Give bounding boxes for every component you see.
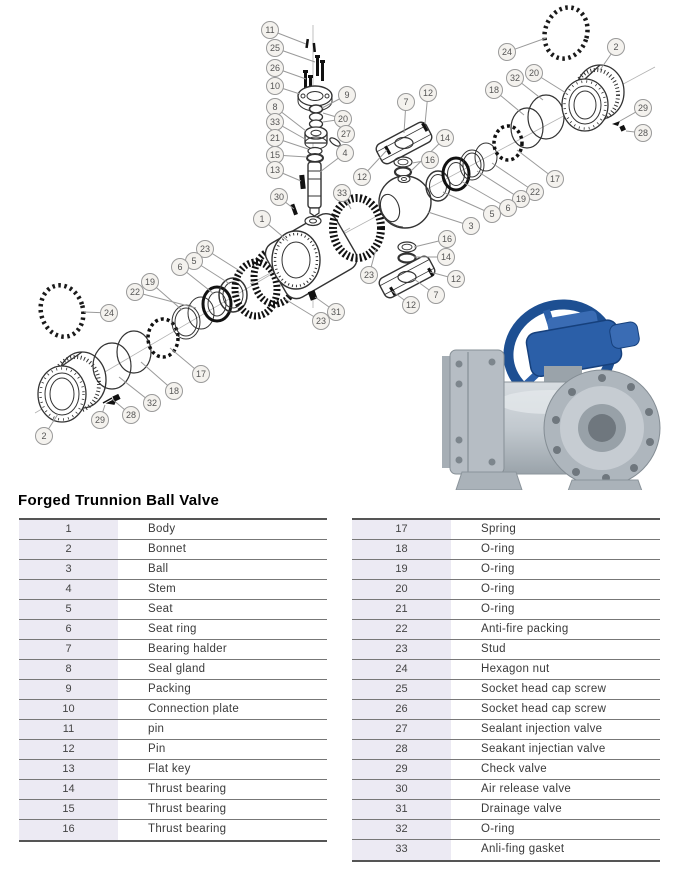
callout-label: 17 xyxy=(195,369,207,380)
table-row xyxy=(19,780,327,800)
callout-label: 6 xyxy=(177,262,183,273)
part-number: 24 xyxy=(352,660,451,679)
table-row xyxy=(19,680,327,700)
table-row xyxy=(19,760,327,780)
callout-label: 7 xyxy=(403,97,409,108)
part-ball-3 xyxy=(377,176,431,229)
part-number: 3 xyxy=(19,560,118,579)
callout-label: 6 xyxy=(505,203,511,214)
table-row xyxy=(19,800,327,820)
callout-label: 24 xyxy=(501,47,513,58)
table-row xyxy=(352,800,660,820)
callout-label: 25 xyxy=(269,43,281,54)
valve-photo xyxy=(442,291,660,490)
callout-label: 3 xyxy=(468,221,474,232)
part-name: O-ring xyxy=(451,540,660,559)
part-body-1 xyxy=(261,204,361,303)
left-foot xyxy=(456,472,522,490)
callout-label: 15 xyxy=(269,150,281,161)
part-name: Socket head cap screw xyxy=(451,680,660,699)
part-number: 12 xyxy=(19,740,118,759)
callout-label: 5 xyxy=(191,256,197,267)
table-row xyxy=(352,840,660,860)
table-row xyxy=(352,740,660,760)
callout-label: 29 xyxy=(94,415,106,426)
part-name: Connection plate xyxy=(118,700,327,719)
callout-label: 33 xyxy=(336,188,348,199)
table-row xyxy=(19,820,327,840)
table-row xyxy=(19,620,327,640)
part-name: Air release valve xyxy=(451,780,660,799)
part-number: 28 xyxy=(352,740,451,759)
callout-label: 23 xyxy=(363,270,375,281)
part-number: 29 xyxy=(352,760,451,779)
table-row xyxy=(19,640,327,660)
part-number: 9 xyxy=(19,680,118,699)
part-name: Thrust bearing xyxy=(118,800,327,819)
part-number: 23 xyxy=(352,640,451,659)
callout-label: 18 xyxy=(168,386,180,397)
part-name: O-ring xyxy=(451,560,660,579)
callout-label: 2 xyxy=(613,42,619,53)
part-name: Seal gland xyxy=(118,660,327,679)
part-flat-key-13 xyxy=(299,175,305,189)
callout-label: 17 xyxy=(549,174,561,185)
table-row xyxy=(19,720,327,740)
part-number: 33 xyxy=(352,840,451,860)
table-row xyxy=(19,740,327,760)
right-flange xyxy=(544,370,660,486)
part-name: Bearing halder xyxy=(118,640,327,659)
part-name: Ball xyxy=(118,560,327,579)
part-name: Packing xyxy=(118,680,327,699)
part-thrust-bearing-15 xyxy=(307,154,323,162)
part-name: pin xyxy=(118,720,327,739)
part-spring-17-right xyxy=(494,126,522,160)
part-name: O-ring xyxy=(451,580,660,599)
callout-label: 4 xyxy=(342,148,348,159)
callout-label: 19 xyxy=(515,194,527,205)
part-number: 22 xyxy=(352,620,451,639)
callout-label: 33 xyxy=(269,117,281,128)
part-number: 5 xyxy=(19,600,118,619)
part-name: Anti-fire packing xyxy=(451,620,660,639)
callout-label: 27 xyxy=(340,129,352,140)
callout-label: 14 xyxy=(439,133,451,144)
callout-label: 13 xyxy=(269,165,281,176)
callout-label: 12 xyxy=(450,274,462,285)
part-number: 16 xyxy=(19,820,118,840)
part-injection-valve-right xyxy=(612,121,626,132)
part-number: 19 xyxy=(352,560,451,579)
callout-label: 30 xyxy=(273,192,285,203)
part-seal-gland-8 xyxy=(305,127,327,149)
callout-label: 14 xyxy=(440,252,452,263)
part-number: 10 xyxy=(19,700,118,719)
right-foot xyxy=(564,480,646,490)
callout-label: 32 xyxy=(146,398,158,409)
table-row xyxy=(19,580,327,600)
callout-label: 9 xyxy=(344,90,350,101)
part-number: 20 xyxy=(352,580,451,599)
callout-label: 12 xyxy=(356,172,368,183)
part-number: 4 xyxy=(19,580,118,599)
part-bonnet-left xyxy=(38,352,106,422)
part-thrust-bearing-16-top xyxy=(394,157,412,167)
part-bonnet-right xyxy=(562,65,624,131)
table-row xyxy=(352,600,660,620)
callout-label: 10 xyxy=(269,81,281,92)
table-row xyxy=(352,760,660,780)
callout-label: 21 xyxy=(269,133,281,144)
part-number: 21 xyxy=(352,600,451,619)
table-row xyxy=(19,560,327,580)
table-row xyxy=(352,620,660,640)
table-row xyxy=(352,560,660,580)
table-row xyxy=(19,600,327,620)
left-flange xyxy=(442,350,504,474)
table-row xyxy=(352,580,660,600)
table-row xyxy=(19,660,327,680)
part-name: Spring xyxy=(451,520,660,539)
part-name: Anli-fing gasket xyxy=(451,840,660,860)
part-number: 26 xyxy=(352,700,451,719)
part-screws-25 xyxy=(315,55,325,81)
part-number: 14 xyxy=(19,780,118,799)
callout-label: 28 xyxy=(125,410,137,421)
part-name: Stud xyxy=(451,640,660,659)
part-name: Check valve xyxy=(451,760,660,779)
part-name: Seakant injectian valve xyxy=(451,740,660,759)
part-number: 15 xyxy=(19,800,118,819)
callout-label: 20 xyxy=(337,114,349,125)
part-number: 2 xyxy=(19,540,118,559)
callout-label: 1 xyxy=(259,214,265,225)
part-name: Bonnet xyxy=(118,540,327,559)
part-number: 7 xyxy=(19,640,118,659)
part-name: O-ring xyxy=(451,820,660,839)
part-number: 8 xyxy=(19,660,118,679)
part-oring-32-right xyxy=(528,95,564,139)
part-name: Seat xyxy=(118,600,327,619)
part-seat-ring-6-left xyxy=(203,287,231,321)
part-number: 6 xyxy=(19,620,118,639)
part-pins-11 xyxy=(305,39,316,52)
part-name: Body xyxy=(118,520,327,539)
callout-label: 2 xyxy=(41,431,47,442)
part-number: 27 xyxy=(352,720,451,739)
part-name: O-ring xyxy=(451,600,660,619)
callout-label: 23 xyxy=(199,244,211,255)
table-row xyxy=(352,640,660,660)
table-row xyxy=(352,540,660,560)
table-row xyxy=(352,680,660,700)
part-number: 18 xyxy=(352,540,451,559)
parts-table-left xyxy=(19,518,327,842)
part-name: Thrust bearing xyxy=(118,780,327,799)
callout-label: 11 xyxy=(265,25,275,36)
part-number: 31 xyxy=(352,800,451,819)
part-name: Pin xyxy=(118,740,327,759)
callout-label: 31 xyxy=(330,307,342,318)
part-oring-19-left xyxy=(172,305,200,339)
part-name: Sealant injection valve xyxy=(451,720,660,739)
callout-label: 23 xyxy=(315,316,327,327)
callout-label: 12 xyxy=(422,88,434,99)
callout-label: 24 xyxy=(103,308,115,319)
part-packing-9 xyxy=(310,105,323,113)
part-number: 17 xyxy=(352,520,451,539)
callout-label: 16 xyxy=(441,234,453,245)
callout-label: 22 xyxy=(529,187,541,198)
part-hexagon-nut-ring-left xyxy=(35,280,89,341)
leader-line xyxy=(135,292,196,308)
callout-label: 12 xyxy=(405,300,417,311)
page-title: Forged Trunnion Ball Valve xyxy=(18,492,220,509)
part-number: 13 xyxy=(19,760,118,779)
part-name: Hexagon nut xyxy=(451,660,660,679)
part-number: 11 xyxy=(19,720,118,739)
part-packing-22-left xyxy=(188,297,214,329)
table-row xyxy=(352,520,660,540)
table-row xyxy=(19,520,327,540)
table-row xyxy=(352,780,660,800)
part-number: 30 xyxy=(352,780,451,799)
part-name: Drainage valve xyxy=(451,800,660,819)
callout-label: 26 xyxy=(269,63,281,74)
table-row xyxy=(352,820,660,840)
part-name: Stem xyxy=(118,580,327,599)
callout-label: 7 xyxy=(433,290,439,301)
callout-label: 29 xyxy=(637,103,649,114)
callout-label: 22 xyxy=(129,287,141,298)
part-number: 32 xyxy=(352,820,451,839)
part-thrust-bearing-16-bottom xyxy=(398,242,416,252)
callout-label: 18 xyxy=(488,85,500,96)
part-name: Socket head cap screw xyxy=(451,700,660,719)
part-name: Thrust bearing xyxy=(118,820,327,840)
part-number: 1 xyxy=(19,520,118,539)
parts-table-right xyxy=(352,518,660,862)
callout-label: 32 xyxy=(509,73,521,84)
callout-label: 16 xyxy=(424,155,436,166)
part-stem-4 xyxy=(308,162,321,216)
callout-label: 8 xyxy=(272,102,278,113)
table-row xyxy=(352,720,660,740)
callout-label: 5 xyxy=(489,209,495,220)
callout-label: 28 xyxy=(637,128,649,139)
callout-label: 19 xyxy=(144,277,156,288)
part-hexagon-nut-ring-right xyxy=(538,2,594,64)
callout-label: 20 xyxy=(528,68,540,79)
part-name: Flat key xyxy=(118,760,327,779)
part-name: Seat ring xyxy=(118,620,327,639)
part-orings-20 xyxy=(310,113,323,128)
table-row xyxy=(352,700,660,720)
table-row xyxy=(352,660,660,680)
part-number: 25 xyxy=(352,680,451,699)
table-row xyxy=(19,700,327,720)
part-air-release-valve-30 xyxy=(290,204,298,216)
table-row xyxy=(19,540,327,560)
